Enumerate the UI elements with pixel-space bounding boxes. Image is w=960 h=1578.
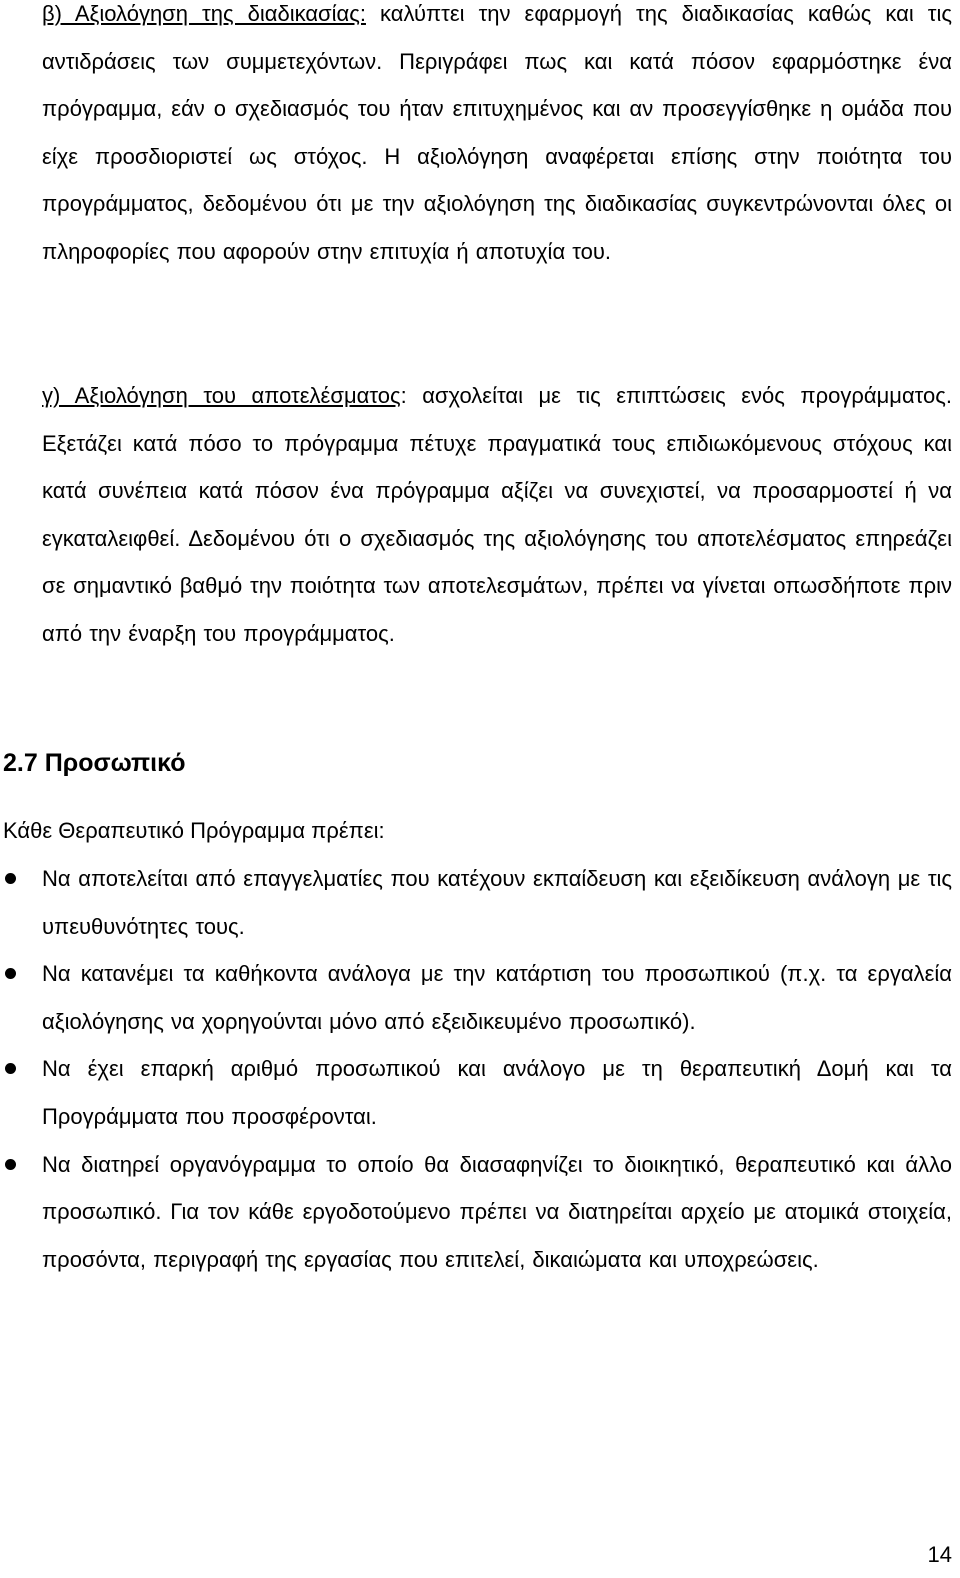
- list-item-text: Να αποτελείται από επαγγελματίες που κατέχουν εκπαίδευση και εξειδίκευση ανάλογη με τις υπευθυνότητες τους.: [42, 866, 952, 939]
- page-number: 14: [927, 1542, 952, 1567]
- list-item-text: Να διατηρεί οργανόγραμμα το οποίο θα διασαφηνίζει το διοικητικό, θεραπευτικό και άλλο προσωπικό. Για τον κάθε εργοδοτούμενο πρέπει να διατηρείται αρχείο με ατομικά στοιχεία, προσόντα, περιγραφή της εργασίας που επιτελεί, δικαιώματα και υποχρεώσεις.: [42, 1151, 952, 1272]
- bullet-icon: [5, 1159, 16, 1170]
- list-item-text: Να κατανέμει τα καθήκοντα ανάλογα με την κατάρτιση του προσωπικού (π.χ. τα εργαλεία αξιολόγησης να χορηγούνται μόνο από εξειδικευμένο προσωπικό).: [42, 961, 952, 1034]
- list-item: [0, 950, 952, 1045]
- list-item: [0, 1045, 952, 1140]
- outcome-evaluation-heading: γ) Αξιολόγηση του αποτελέσματος: [42, 383, 401, 408]
- process-evaluation-heading: β) Αξιολόγηση της διαδικασίας:: [42, 1, 366, 26]
- list-item: [0, 1141, 952, 1284]
- section-intro: Κάθε Θεραπευτικό Πρόγραμμα πρέπει:: [3, 818, 385, 843]
- bullet-icon: [5, 968, 16, 979]
- list-item: [0, 855, 952, 950]
- list-item-text: Να έχει επαρκή αριθμό προσωπικού και ανάλογο με τη θεραπευτική Δομή και τα Προγράμματα που προσφέρονται.: [42, 1056, 952, 1129]
- outcome-evaluation-body: : ασχολείται με τις επιπτώσεις ενός προγράμματος. Εξετάζει κατά πόσο το πρόγραμμα πέτυχε πραγματικά τους επιδιωκόμενους στόχους και κατά συνέπεια κατά πόσον ένα πρόγραμμα αξίζει να συνεχιστεί, να προσαρμοστεί ή να εγκαταλειφθεί. Δεδομένου ότι ο σχεδιασμός της αξιολόγησης του αποτελέσματος επηρεάζει σε σημαντικό βαθμό την ποιότητα των αποτελεσμάτων, πρέπει να γίνεται οπωσδήποτε πριν από την έναρξη του προγράμματος.: [42, 383, 952, 646]
- section-title: 2.7 Προσωπικό: [3, 749, 186, 777]
- paragraph-process-evaluation: [42, 0, 952, 276]
- process-evaluation-body: καλύπτει την εφαρμογή της διαδικασίας καθώς και τις αντιδράσεις των συμμετεχόντων. Περιγράφει πως και κατά πόσον εφαρμόστηκε ένα πρόγραμμα, εάν ο σχεδιασμός του ήταν επιτυχημένος και αν προσεγγίσθηκε η ομάδα που είχε προσδιοριστεί ως στόχος. Η αξιολόγηση αναφέρεται επίσης στην ποιότητα του προγράμματος, δεδομένου ότι με την αξιολόγηση της διαδικασίας συγκεντρώνονται όλες οι πληροφορίες που αφορούν στην επιτυχία ή αποτυχία του.: [42, 1, 952, 264]
- requirements-list: [0, 855, 960, 1283]
- bullet-icon: [5, 873, 16, 884]
- bullet-icon: [5, 1063, 16, 1074]
- paragraph-outcome-evaluation: [42, 372, 952, 658]
